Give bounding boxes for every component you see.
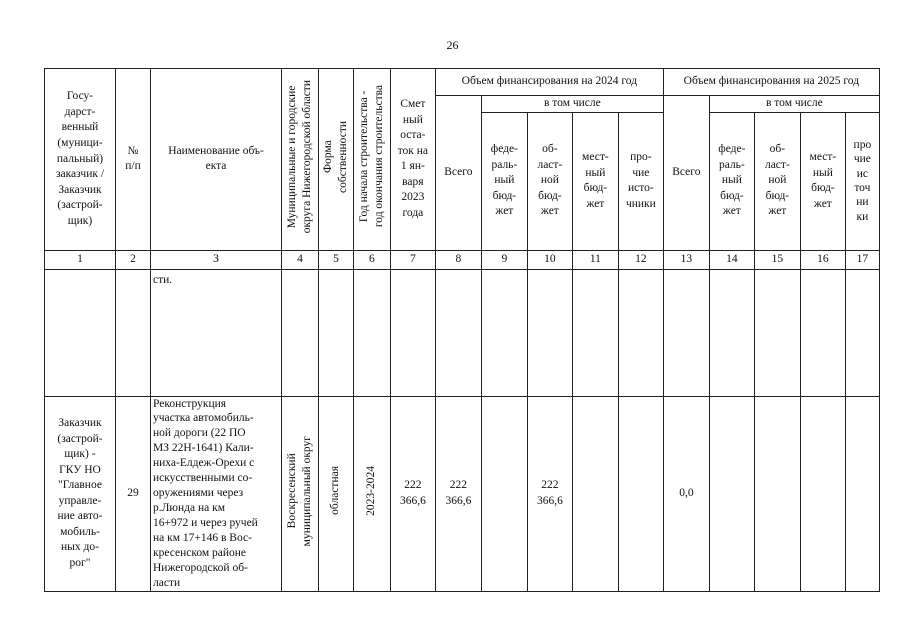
cell-number [116,269,151,396]
column-number: 14 [709,250,754,269]
page-number: 26 [446,38,459,52]
financing-table [44,68,880,592]
header-federal-2025: феде- раль- ный бюд- жет [709,112,754,250]
cell-federal-2025 [709,269,754,396]
header-financing-2025: Объем финансирования на 2025 год [663,69,879,96]
header-federal-2024: феде- раль- ный бюд- жет [481,112,527,250]
cell-regional-2025 [754,396,800,591]
column-number-row [45,250,880,269]
table-row [45,269,880,396]
cell-years: 2023-2024 [353,396,390,591]
cell-years [353,269,390,396]
cell-regional-2024: 222 366,6 [527,396,572,591]
header-years: Год начала строительства - год окончания строительства [353,69,390,251]
header-total-2025: Всего [663,96,709,251]
cell-regional-2025 [754,269,800,396]
cell-object-name: Реконструкция участка автомобиль- ной дороги (22 ПО МЗ 22Н-1641) Кали- ниха-Елдеж-Орехи с искусственными со- оружениями через р.Люнда на км 16+972 и через ручей на км 17+146 в Вос- кресенском районе Нижегородской об- ласти [151,396,282,591]
header-regional-2024: об- ласт- ной бюд- жет [527,112,572,250]
cell-federal-2024 [481,269,527,396]
cell-other-2024 [618,269,663,396]
header-financing-2024: Объем финансирования на 2024 год [435,69,663,96]
header-local-2025: мест- ный бюд- жет [800,112,845,250]
cell-estimate [390,269,435,396]
cell-local-2024 [572,269,618,396]
header-including-2025: в том числе [709,96,879,113]
column-number: 15 [754,250,800,269]
column-number: 11 [572,250,618,269]
cell-other-2024 [618,396,663,591]
header-ownership: Форма собственности [319,69,354,251]
cell-municipality [282,269,319,396]
column-number: 7 [390,250,435,269]
header-number: № п/п [116,69,151,251]
header-other-2025: про чие ис точ ни ки [845,112,879,250]
cell-other-2025 [845,269,879,396]
cell-total-2025: 0,0 [663,396,709,591]
column-number: 5 [319,250,354,269]
column-number: 16 [800,250,845,269]
column-number: 12 [618,250,663,269]
column-number: 1 [45,250,116,269]
header-customer: Госу- дарст- венный (муници- пальный) заказчик / Заказчик (застрой- щик) [45,69,116,251]
cell-municipality: Воскресенский муниципальный округ [282,396,319,591]
header-estimate: Смет ный оста- ток на 1 ян- варя 2023 года [390,69,435,251]
column-number: 13 [663,250,709,269]
column-number: 8 [435,250,481,269]
column-number: 4 [282,250,319,269]
header-including-2024: в том числе [481,96,663,113]
cell-other-2025 [845,396,879,591]
cell-local-2025 [800,269,845,396]
cell-customer: Заказчик (застрой- щик) - ГКУ НО "Главное управле- ние авто- мобиль- ных до- рог" [45,396,116,591]
cell-regional-2024 [527,269,572,396]
header-other-2024: про- чие исто- чники [618,112,663,250]
cell-federal-2025 [709,396,754,591]
cell-local-2024 [572,396,618,591]
column-number: 3 [151,250,282,269]
cell-ownership [319,269,354,396]
header-object-name: Наименование объ- екта [151,69,282,251]
cell-object-name: сти. [151,269,282,396]
cell-total-2024: 222 366,6 [435,396,481,591]
header-total-2024: Всего [435,96,481,251]
column-number: 9 [481,250,527,269]
cell-total-2024 [435,269,481,396]
column-number: 6 [353,250,390,269]
cell-number: 29 [116,396,151,591]
cell-local-2025 [800,396,845,591]
cell-customer [45,269,116,396]
cell-estimate: 222 366,6 [390,396,435,591]
header-regional-2025: об- ласт- ной бюд- жет [754,112,800,250]
cell-total-2025 [663,269,709,396]
cell-federal-2024 [481,396,527,591]
cell-ownership: областная [319,396,354,591]
column-number: 17 [845,250,879,269]
header-local-2024: мест- ный бюд- жет [572,112,618,250]
column-number: 2 [116,250,151,269]
column-number: 10 [527,250,572,269]
header-municipality: Муниципальные и городские округа Нижегородской области [282,69,319,251]
table-row [45,396,880,591]
